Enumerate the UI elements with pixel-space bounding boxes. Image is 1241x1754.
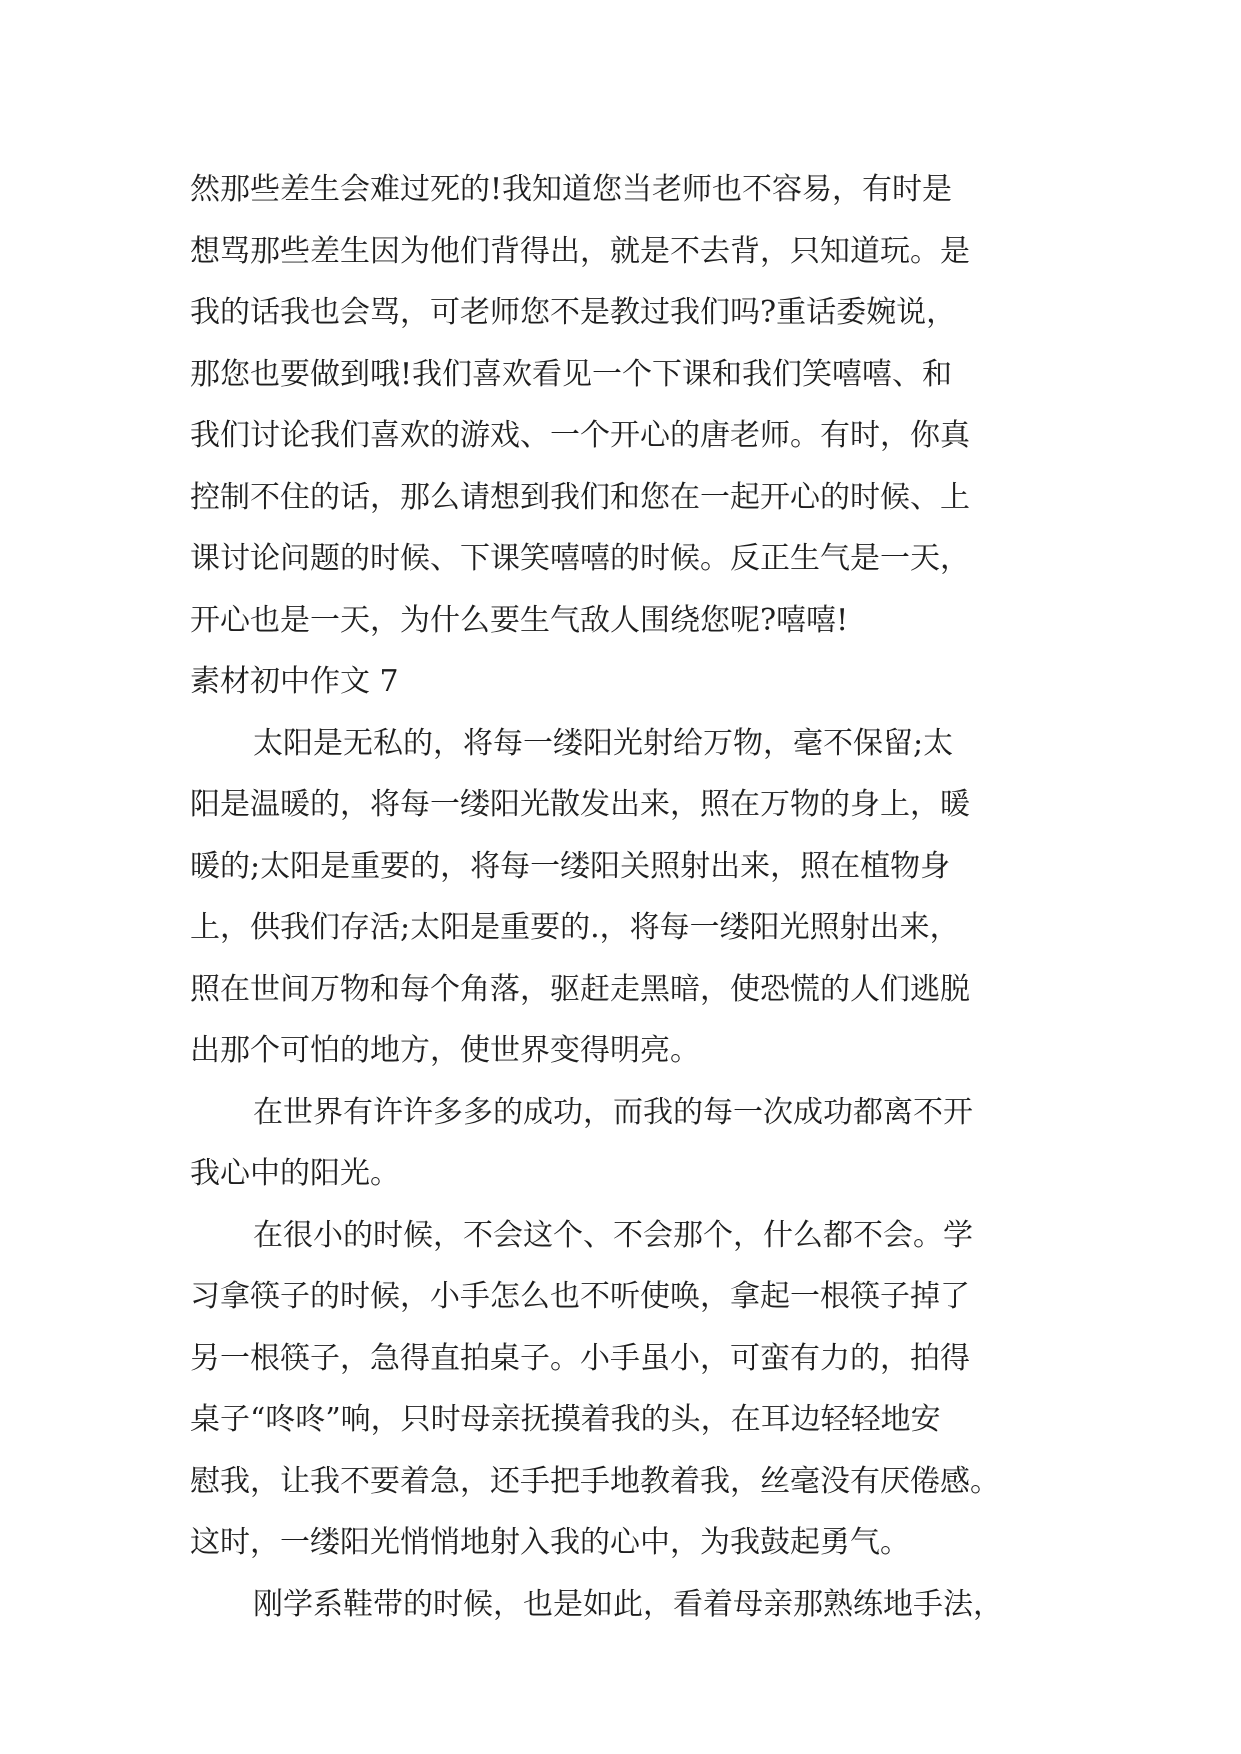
text-line: 课讨论问题的时候、下课笑嘻嘻的时候。反正生气是一天，: [190, 541, 970, 576]
text-line: 阳是温暖的，将每一缕阳光散发出来，照在万物的身上，暖: [190, 787, 970, 822]
text-line: 慰我，让我不要着急，还手把手地教着我，丝毫没有厌倦感。: [190, 1463, 1000, 1499]
text-line: 这时，一缕阳光悄悄地射入我的心中，为我鼓起勇气。: [190, 1525, 910, 1560]
text-line: 开心也是一天，为什么要生气敌人围绕您呢?嘻嘻!: [190, 602, 849, 638]
document-body: [190, 159, 1070, 1635]
text-line: 暖的;太阳是重要的，将每一缕阳关照射出来，照在植物身: [190, 848, 951, 884]
text-line: 控制不住的话，那么请想到我们和您在一起开心的时候、上: [190, 479, 970, 515]
text-line: 照在世间万物和每个角落，驱赶走黑暗，使恐慌的人们逃脱: [190, 971, 970, 1007]
text-line: 桌子“咚咚”响，只时母亲抚摸着我的头，在耳边轻轻地安: [190, 1402, 941, 1437]
paragraph-first-line: 在世界有许许多多的成功，而我的每一次成功都离不开: [253, 1094, 973, 1130]
text-line: 上，供我们存活;太阳是重要的.，将每一缕阳光照射出来，: [190, 910, 960, 945]
text-line: 然那些差生会难过死的!我知道您当老师也不容易，有时是: [190, 172, 953, 207]
text-line: 另一根筷子，急得直拍桌子。小手虽小，可蛮有力的，拍得: [190, 1340, 970, 1376]
text-line: 我的话我也会骂，可老师您不是教过我们吗?重话委婉说，: [190, 295, 957, 330]
section-heading: 素材初中作文 7: [190, 664, 399, 699]
text-line: 出那个可怕的地方，使世界变得明亮。: [190, 1033, 700, 1068]
paragraph-first-line: 在很小的时候，不会这个、不会那个，什么都不会。学: [253, 1217, 973, 1253]
text-line: 习拿筷子的时候，小手怎么也不听使唤，拿起一根筷子掉了: [190, 1279, 970, 1314]
text-line: 那您也要做到哦!我们喜欢看见一个下课和我们笑嘻嘻、和: [190, 356, 953, 392]
text-line: 我们讨论我们喜欢的游戏、一个开心的唐老师。有时，你真: [190, 418, 970, 453]
text-line: 我心中的阳光。: [190, 1156, 400, 1191]
paragraph-first-line: 刚学系鞋带的时候，也是如此，看着母亲那熟练地手法，: [253, 1586, 1003, 1622]
text-line: 想骂那些差生因为他们背得出，就是不去背，只知道玩。是: [190, 233, 970, 269]
paragraph-first-line: 太阳是无私的，将每一缕阳光射给万物，毫不保留;太: [253, 725, 954, 761]
